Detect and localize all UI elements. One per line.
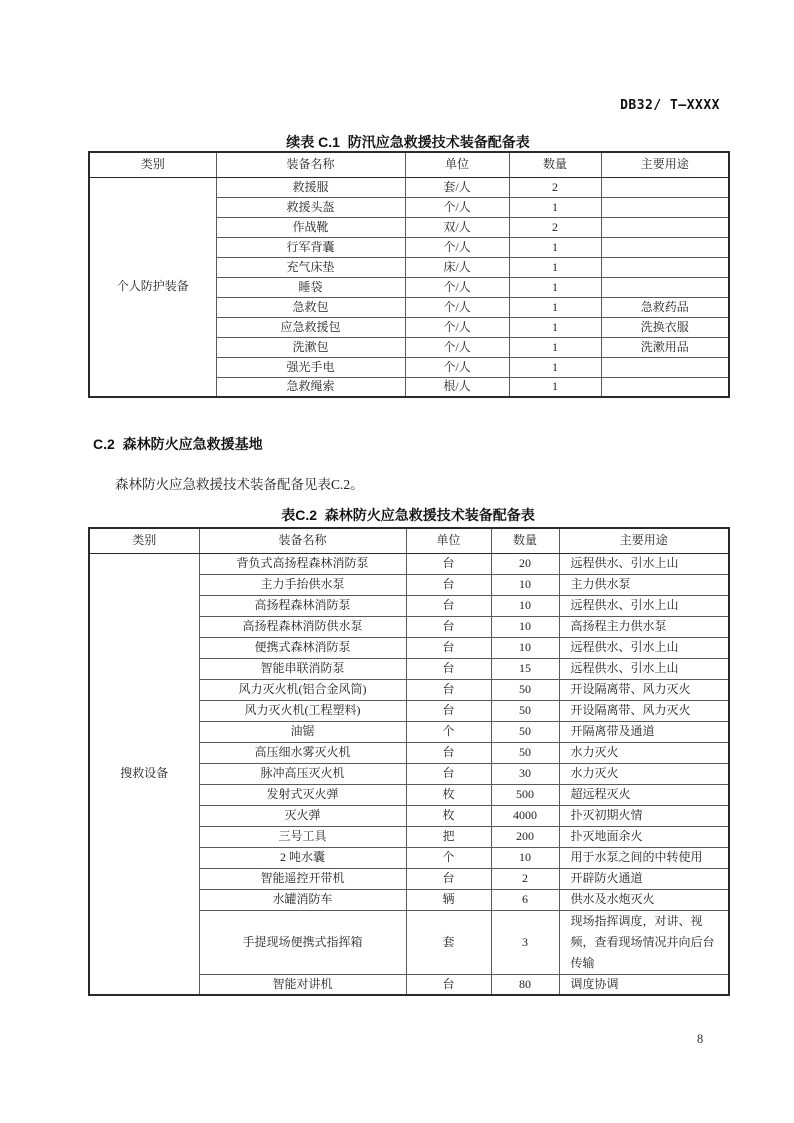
table-row: [89, 553, 729, 574]
purpose-cell: [601, 377, 729, 397]
equipment-name-cell: 作战靴: [216, 217, 405, 237]
quantity-cell: 10: [491, 637, 559, 658]
purpose-cell: 供水及水炮灭火: [559, 889, 729, 910]
quantity-cell: 1: [509, 337, 601, 357]
unit-cell: 套: [406, 910, 491, 974]
quantity-cell: 80: [491, 974, 559, 995]
quantity-cell: 3: [491, 910, 559, 974]
purpose-cell: 超远程灭火: [559, 784, 729, 805]
quantity-cell: 1: [509, 317, 601, 337]
purpose-cell: 急救药品: [601, 297, 729, 317]
equipment-name-cell: 发射式灭火弹: [199, 784, 406, 805]
table-header-row: [89, 528, 729, 553]
column-header-equipment: 装备名称: [199, 528, 406, 553]
quantity-cell: 30: [491, 763, 559, 784]
equipment-name-cell: 智能对讲机: [199, 974, 406, 995]
table-c1: [88, 151, 730, 398]
unit-cell: 个/人: [405, 297, 509, 317]
quantity-cell: 50: [491, 679, 559, 700]
unit-cell: 台: [406, 974, 491, 995]
quantity-cell: 1: [509, 237, 601, 257]
unit-cell: 台: [406, 616, 491, 637]
equipment-name-cell: 救援头盔: [216, 197, 405, 217]
purpose-cell: 扑灭初期火情: [559, 805, 729, 826]
quantity-cell: 2: [491, 868, 559, 889]
quantity-cell: 1: [509, 257, 601, 277]
column-header-quantity: 数量: [491, 528, 559, 553]
equipment-name-cell: 智能遥控开带机: [199, 868, 406, 889]
purpose-cell: 开设隔离带、风力灭火: [559, 700, 729, 721]
equipment-name-cell: 急救包: [216, 297, 405, 317]
table-c2-title: 表C.2 森林防火应急救援技术装备配备表: [281, 507, 535, 523]
table-c2: [88, 527, 730, 996]
unit-cell: 台: [406, 637, 491, 658]
equipment-name-cell: 三号工具: [199, 826, 406, 847]
purpose-cell: 开设隔离带、风力灭火: [559, 679, 729, 700]
quantity-cell: 1: [509, 357, 601, 377]
unit-cell: 个/人: [405, 237, 509, 257]
unit-cell: 根/人: [405, 377, 509, 397]
unit-cell: 台: [406, 595, 491, 616]
equipment-name-cell: 高扬程森林消防供水泵: [199, 616, 406, 637]
quantity-cell: 1: [509, 297, 601, 317]
equipment-name-cell: 背负式高扬程森林消防泵: [199, 553, 406, 574]
unit-cell: 套/人: [405, 177, 509, 197]
purpose-cell: [601, 277, 729, 297]
quantity-cell: 500: [491, 784, 559, 805]
purpose-cell: 开辟防火通道: [559, 868, 729, 889]
equipment-name-cell: 急救绳索: [216, 377, 405, 397]
equipment-name-cell: 主力手抬供水泵: [199, 574, 406, 595]
unit-cell: 双/人: [405, 217, 509, 237]
purpose-cell: 水力灭火: [559, 742, 729, 763]
quantity-cell: 1: [509, 277, 601, 297]
unit-cell: 台: [406, 679, 491, 700]
purpose-cell: [601, 197, 729, 217]
quantity-cell: 50: [491, 742, 559, 763]
unit-cell: 台: [406, 742, 491, 763]
quantity-cell: 6: [491, 889, 559, 910]
quantity-cell: 1: [509, 377, 601, 397]
unit-cell: 个/人: [405, 357, 509, 377]
equipment-name-cell: 智能串联消防泵: [199, 658, 406, 679]
purpose-cell: 开隔离带及通道: [559, 721, 729, 742]
unit-cell: 枚: [406, 784, 491, 805]
quantity-cell: 4000: [491, 805, 559, 826]
unit-cell: 个/人: [405, 337, 509, 357]
unit-cell: 台: [406, 553, 491, 574]
quantity-cell: 50: [491, 700, 559, 721]
unit-cell: 台: [406, 658, 491, 679]
purpose-cell: [601, 237, 729, 257]
column-header-unit: 单位: [406, 528, 491, 553]
column-header-quantity: 数量: [509, 152, 601, 177]
unit-cell: 床/人: [405, 257, 509, 277]
category-cell: 搜救设备: [89, 553, 199, 995]
unit-cell: 个/人: [405, 197, 509, 217]
purpose-cell: 高扬程主力供水泵: [559, 616, 729, 637]
purpose-cell: 现场指挥调度，对讲、视频，查看现场情况并向后台传输: [559, 910, 729, 974]
quantity-cell: 10: [491, 574, 559, 595]
purpose-cell: 水力灭火: [559, 763, 729, 784]
quantity-cell: 15: [491, 658, 559, 679]
equipment-name-cell: 洗漱包: [216, 337, 405, 357]
table-header-row: [89, 152, 729, 177]
purpose-cell: 洗漱用品: [601, 337, 729, 357]
purpose-cell: 洗换衣服: [601, 317, 729, 337]
unit-cell: 个: [406, 847, 491, 868]
equipment-name-cell: 救援服: [216, 177, 405, 197]
standard-code: DB32/ T—XXXX: [620, 98, 720, 113]
section-c2-heading: C.2 森林防火应急救援基地: [93, 436, 263, 452]
equipment-name-cell: 强光手电: [216, 357, 405, 377]
quantity-cell: 2: [509, 217, 601, 237]
equipment-name-cell: 2 吨水囊: [199, 847, 406, 868]
equipment-name-cell: 油锯: [199, 721, 406, 742]
equipment-name-cell: 便携式森林消防泵: [199, 637, 406, 658]
equipment-name-cell: 行军背囊: [216, 237, 405, 257]
equipment-name-cell: 脉冲高压灭火机: [199, 763, 406, 784]
purpose-cell: [601, 217, 729, 237]
quantity-cell: 200: [491, 826, 559, 847]
purpose-cell: 远程供水、引水上山: [559, 637, 729, 658]
purpose-cell: [601, 257, 729, 277]
page-number: 8: [697, 1032, 704, 1046]
unit-cell: 台: [406, 868, 491, 889]
unit-cell: 枚: [406, 805, 491, 826]
purpose-cell: 主力供水泵: [559, 574, 729, 595]
equipment-name-cell: 风力灭火机(铝合金风筒): [199, 679, 406, 700]
equipment-name-cell: 高压细水雾灭火机: [199, 742, 406, 763]
column-header-equipment: 装备名称: [216, 152, 405, 177]
unit-cell: 台: [406, 700, 491, 721]
column-header-purpose: 主要用途: [559, 528, 729, 553]
unit-cell: 台: [406, 574, 491, 595]
unit-cell: 辆: [406, 889, 491, 910]
equipment-name-cell: 充气床垫: [216, 257, 405, 277]
quantity-cell: 10: [491, 595, 559, 616]
column-header-purpose: 主要用途: [601, 152, 729, 177]
purpose-cell: [601, 177, 729, 197]
column-header-category: 类别: [89, 528, 199, 553]
unit-cell: 台: [406, 763, 491, 784]
column-header-unit: 单位: [405, 152, 509, 177]
table-row: [89, 177, 729, 197]
purpose-cell: 远程供水、引水上山: [559, 595, 729, 616]
purpose-cell: 用于水泵之间的中转使用: [559, 847, 729, 868]
unit-cell: 把: [406, 826, 491, 847]
purpose-cell: [601, 357, 729, 377]
equipment-name-cell: 灭火弹: [199, 805, 406, 826]
quantity-cell: 2: [509, 177, 601, 197]
equipment-name-cell: 高扬程森林消防泵: [199, 595, 406, 616]
purpose-cell: 远程供水、引水上山: [559, 658, 729, 679]
quantity-cell: 1: [509, 197, 601, 217]
section-c2-paragraph: 森林防火应急救援技术装备配备见表C.2。: [115, 477, 364, 492]
equipment-name-cell: 水罐消防车: [199, 889, 406, 910]
unit-cell: 个: [406, 721, 491, 742]
purpose-cell: 扑灭地面余火: [559, 826, 729, 847]
equipment-name-cell: 睡袋: [216, 277, 405, 297]
quantity-cell: 50: [491, 721, 559, 742]
quantity-cell: 10: [491, 847, 559, 868]
equipment-name-cell: 应急救援包: [216, 317, 405, 337]
quantity-cell: 10: [491, 616, 559, 637]
table-c1-title: 续表 C.1 防汛应急救援技术装备配备表: [286, 134, 530, 150]
category-cell: 个人防护装备: [89, 177, 216, 397]
purpose-cell: 调度协调: [559, 974, 729, 995]
unit-cell: 个/人: [405, 317, 509, 337]
equipment-name-cell: 手提现场便携式指挥箱: [199, 910, 406, 974]
column-header-category: 类别: [89, 152, 216, 177]
equipment-name-cell: 风力灭火机(工程塑料): [199, 700, 406, 721]
unit-cell: 个/人: [405, 277, 509, 297]
quantity-cell: 20: [491, 553, 559, 574]
purpose-cell: 远程供水、引水上山: [559, 553, 729, 574]
